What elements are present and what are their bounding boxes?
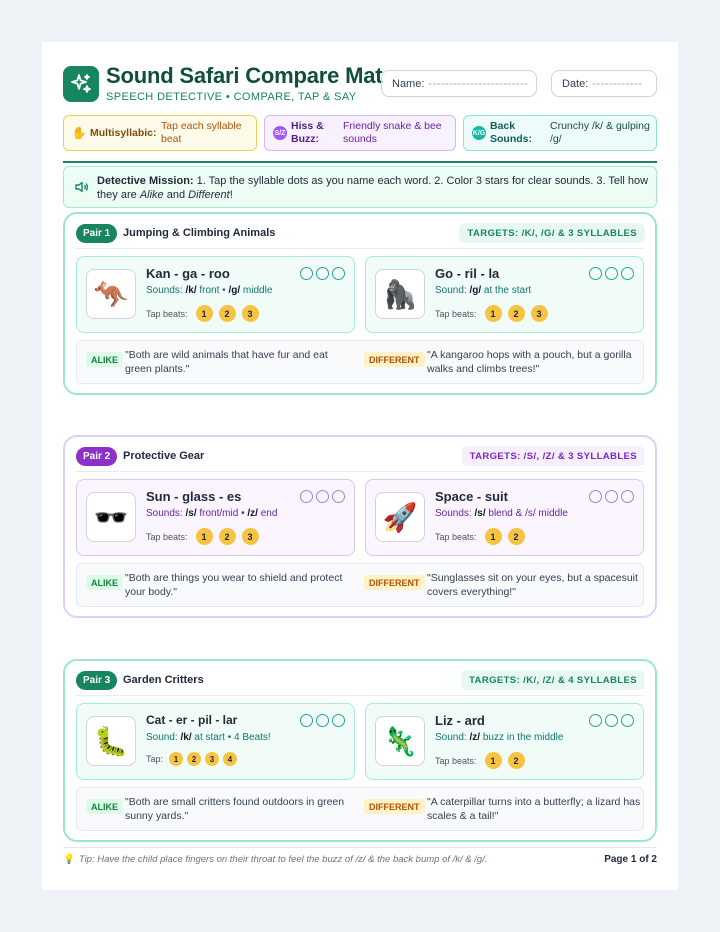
star-circle-1[interactable] bbox=[589, 490, 602, 503]
star-circle-2[interactable] bbox=[316, 490, 329, 503]
word-name: Liz - ard bbox=[435, 713, 485, 728]
rocket-icon: 🚀 bbox=[375, 492, 425, 542]
compare-box bbox=[76, 787, 644, 831]
beat-dot[interactable]: 1 bbox=[485, 305, 502, 322]
star-circles bbox=[300, 490, 345, 503]
beat-dot[interactable]: 2 bbox=[187, 752, 201, 766]
different-tag: DIFFERENT bbox=[364, 799, 425, 814]
word-card-spacesuit bbox=[365, 479, 644, 556]
beats-label: Tap beats: bbox=[435, 755, 477, 766]
legend-desc: Tap each syllable beat bbox=[161, 120, 242, 145]
star-circles bbox=[589, 267, 634, 280]
header-divider bbox=[63, 161, 657, 163]
star-circles bbox=[300, 714, 345, 727]
legend-title: Multisyllabic: bbox=[90, 126, 157, 139]
legend-title: Back Sounds: bbox=[490, 120, 532, 145]
pair-category: Garden Critters bbox=[123, 674, 204, 686]
tap-beats bbox=[146, 305, 259, 322]
worksheet-page bbox=[42, 42, 678, 890]
beat-dot[interactable]: 3 bbox=[242, 305, 259, 322]
kangaroo-icon: 🦘 bbox=[86, 269, 136, 319]
detective-mission bbox=[63, 166, 657, 208]
word-sounds: Sound: /k/ at start • 4 Beats! bbox=[146, 732, 271, 743]
pair-divider bbox=[76, 248, 644, 249]
word-sounds: Sound: /g/ at the start bbox=[435, 285, 532, 296]
tap-beats bbox=[435, 752, 525, 769]
name-label: Name: bbox=[392, 77, 425, 90]
targets-badge: TARGETS: /K/, /Z/ & 4 SYLLABLES bbox=[461, 670, 645, 690]
legend-multisyllabic bbox=[63, 115, 257, 151]
pair-badge: Pair 2 bbox=[76, 447, 117, 466]
name-field[interactable] bbox=[381, 70, 537, 97]
beat-dot[interactable]: 1 bbox=[169, 752, 183, 766]
alike-text: "Both are wild animals that have fur and eat green plants." bbox=[125, 349, 328, 375]
targets-badge: TARGETS: /S/, /Z/ & 3 SYLLABLES bbox=[462, 446, 645, 466]
beat-dot[interactable]: 3 bbox=[242, 528, 259, 545]
mission-label: Detective Mission: bbox=[97, 175, 194, 187]
footer-divider bbox=[63, 847, 657, 848]
beat-dot[interactable]: 1 bbox=[196, 528, 213, 545]
alike-tag: ALIKE bbox=[86, 352, 123, 367]
pair-category: Jumping & Climbing Animals bbox=[123, 227, 276, 239]
mission-text: Detective Mission: 1. Tap the syllable dots as you name each word. 2. Color 3 stars for clear sounds. 3. Tell how they are Alike and Different! bbox=[97, 175, 649, 201]
lightbulb-icon: 💡 bbox=[63, 854, 75, 865]
star-circles bbox=[589, 490, 634, 503]
word-card-kangaroo bbox=[76, 256, 355, 333]
star-circles bbox=[300, 267, 345, 280]
caterpillar-icon: 🐛 bbox=[86, 716, 136, 766]
star-circle-3[interactable] bbox=[332, 490, 345, 503]
page-title: Sound Safari Compare Mat bbox=[106, 63, 383, 88]
page-subtitle: SPEECH DETECTIVE • COMPARE, TAP & SAY bbox=[106, 91, 357, 103]
tap-beats bbox=[435, 305, 548, 322]
alike-text: "Both are things you wear to shield and protect your body." bbox=[125, 572, 343, 598]
beats-label: Tap beats: bbox=[435, 531, 477, 542]
star-circle-3[interactable] bbox=[332, 714, 345, 727]
star-circle-2[interactable] bbox=[316, 714, 329, 727]
beats-label: Tap beats: bbox=[146, 308, 188, 319]
pair-divider bbox=[76, 695, 644, 696]
alike-tag: ALIKE bbox=[86, 575, 123, 590]
word-name: Go - ril - la bbox=[435, 266, 500, 281]
word-name: Cat - er - pil - lar bbox=[146, 713, 238, 727]
word-card-caterpillar bbox=[76, 703, 355, 780]
beats-label: Tap: bbox=[146, 754, 164, 764]
pair-card-3 bbox=[63, 659, 657, 842]
different-tag: DIFFERENT bbox=[364, 352, 425, 367]
kg-badge-icon: K/G bbox=[472, 126, 486, 140]
star-circle-3[interactable] bbox=[621, 267, 634, 280]
beat-dot[interactable]: 1 bbox=[485, 528, 502, 545]
different-word: Different bbox=[188, 189, 230, 201]
word-name: Kan - ga - roo bbox=[146, 266, 230, 281]
compare-box bbox=[76, 563, 644, 607]
legend-hiss-buzz bbox=[264, 115, 456, 151]
beat-dot[interactable]: 4 bbox=[223, 752, 237, 766]
different-tag: DIFFERENT bbox=[364, 575, 425, 590]
word-sounds: Sounds: /s/ blend & /s/ middle bbox=[435, 508, 568, 519]
sz-badge-icon: S/Z bbox=[273, 126, 287, 140]
tip-text: 💡 Tip: Have the child place fingers on their throat to feel the buzz of /z/ & the back bump of /k/ & /g/. bbox=[63, 854, 488, 865]
beat-dot[interactable]: 1 bbox=[485, 752, 502, 769]
star-circle-1[interactable] bbox=[589, 267, 602, 280]
word-sounds: Sounds: /s/ front/mid • /z/ end bbox=[146, 508, 278, 519]
beat-dot[interactable]: 2 bbox=[508, 305, 525, 322]
alike-word: Alike bbox=[139, 189, 164, 201]
beats-label: Tap beats: bbox=[146, 531, 188, 542]
tap-beats bbox=[146, 752, 237, 766]
pair-category: Protective Gear bbox=[123, 450, 205, 462]
star-circle-3[interactable] bbox=[332, 267, 345, 280]
star-circle-2[interactable] bbox=[605, 714, 618, 727]
alike-text: "Both are small critters found outdoors in green sunny yards." bbox=[125, 796, 345, 822]
star-circle-2[interactable] bbox=[605, 267, 618, 280]
beat-dot[interactable]: 2 bbox=[219, 528, 236, 545]
beat-dot[interactable]: 3 bbox=[205, 752, 219, 766]
beats-label: Tap beats: bbox=[435, 308, 477, 319]
pair-badge: Pair 3 bbox=[76, 671, 117, 690]
beat-dot[interactable]: 3 bbox=[531, 305, 548, 322]
tap-beats bbox=[146, 528, 259, 545]
legend-back-sounds bbox=[463, 115, 657, 151]
sparkle-logo-icon bbox=[63, 66, 99, 102]
word-name: Sun - glass - es bbox=[146, 489, 242, 504]
star-circle-3[interactable] bbox=[621, 490, 634, 503]
star-circle-1[interactable] bbox=[300, 267, 313, 280]
date-blank: ------------ bbox=[592, 77, 643, 90]
word-sounds: Sound: /z/ buzz in the middle bbox=[435, 732, 564, 743]
legend-title: Hiss & Buzz: bbox=[291, 120, 324, 145]
name-blank: ------------------------ bbox=[428, 77, 529, 90]
date-field[interactable] bbox=[551, 70, 657, 97]
hand-icon: ✋ bbox=[71, 126, 87, 140]
word-card-lizard bbox=[365, 703, 644, 780]
compare-box bbox=[76, 340, 644, 384]
star-circle-1[interactable] bbox=[300, 714, 313, 727]
word-card-gorilla bbox=[365, 256, 644, 333]
star-circle-1[interactable] bbox=[300, 490, 313, 503]
star-circle-2[interactable] bbox=[605, 490, 618, 503]
beat-dot[interactable]: 2 bbox=[508, 752, 525, 769]
page-number: Page 1 of 2 bbox=[604, 854, 657, 865]
different-text: "A caterpillar turns into a butterfly; a lizard has scales & a tail!" bbox=[427, 796, 641, 822]
star-circles bbox=[589, 714, 634, 727]
pair-badge: Pair 1 bbox=[76, 224, 117, 243]
lizard-icon: 🦎 bbox=[375, 716, 425, 766]
star-circle-1[interactable] bbox=[589, 714, 602, 727]
star-circle-2[interactable] bbox=[316, 267, 329, 280]
gorilla-icon: 🦍 bbox=[375, 269, 425, 319]
date-label: Date: bbox=[562, 77, 589, 90]
sunglasses-icon: 🕶️ bbox=[86, 492, 136, 542]
beat-dot[interactable]: 1 bbox=[196, 305, 213, 322]
legend-desc: Friendly snake & bee sounds bbox=[343, 120, 442, 145]
targets-badge: TARGETS: /K/, /G/ & 3 SYLLABLES bbox=[459, 223, 645, 243]
tap-beats bbox=[435, 528, 525, 545]
beat-dot[interactable]: 2 bbox=[508, 528, 525, 545]
star-circle-3[interactable] bbox=[621, 714, 634, 727]
pair-card-2 bbox=[63, 435, 657, 618]
word-card-sunglasses bbox=[76, 479, 355, 556]
different-text: "Sunglasses sit on your eyes, but a spacesuit covers everything!" bbox=[427, 572, 638, 598]
speaker-icon bbox=[75, 181, 89, 197]
alike-tag: ALIKE bbox=[86, 799, 123, 814]
word-sounds: Sounds: /k/ front • /g/ middle bbox=[146, 285, 273, 296]
pair-divider bbox=[76, 471, 644, 472]
legend-desc: Crunchy /k/ & gulping /g/ bbox=[550, 120, 650, 145]
pair-card-1 bbox=[63, 212, 657, 395]
beat-dot[interactable]: 2 bbox=[219, 305, 236, 322]
different-text: "A kangaroo hops with a pouch, but a gorilla walks and climbs trees!" bbox=[427, 349, 632, 375]
word-name: Space - suit bbox=[435, 489, 508, 504]
